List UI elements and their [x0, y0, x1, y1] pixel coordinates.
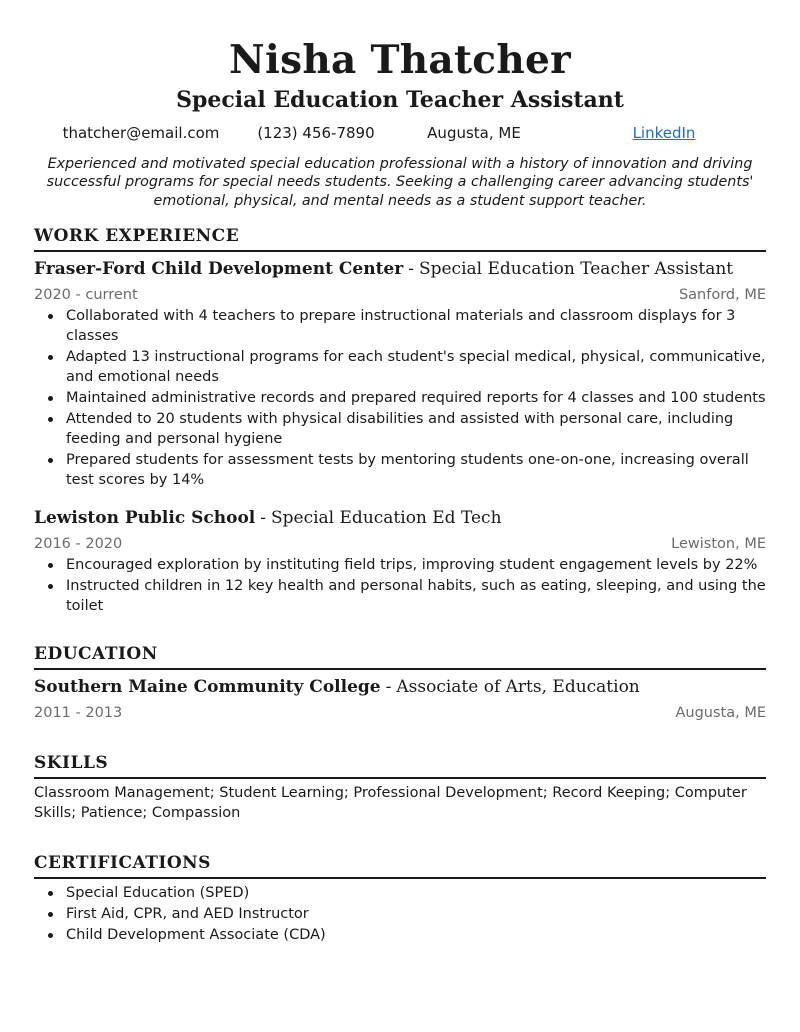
job-meta: [34, 285, 766, 305]
list-item: Attended to 20 students with physical disabilities and assisted with personal care, including feeding and personal hygiene: [34, 409, 766, 449]
job-location: Sanford, ME: [678, 286, 766, 303]
education-header: [34, 675, 766, 699]
job-header: [34, 506, 766, 530]
list-item: Child Development Associate (CDA): [34, 925, 766, 945]
certifications-heading: CERTIFICATIONS: [34, 853, 766, 879]
list-item: Encouraged exploration by instituting field trips, improving student engagement levels by 22%: [34, 555, 766, 575]
job-entry: [34, 506, 766, 616]
role-title: Special Education Teacher Assistant: [418, 258, 734, 279]
candidate-name: Nisha Thatcher: [229, 37, 571, 83]
list-item: Adapted 13 instructional programs for each student's special medical, physical, communicative, and emotional needs: [34, 347, 766, 387]
linkedin-link[interactable]: LinkedIn: [632, 124, 696, 142]
education-location: Augusta, ME: [675, 704, 766, 721]
work-experience-section: [34, 226, 766, 616]
school-name: Southern Maine Community College: [34, 676, 381, 697]
employer-name: Lewiston Public School: [34, 507, 256, 528]
job-bullets: [34, 306, 766, 490]
job-bullets: [34, 555, 766, 616]
skills-section: [34, 753, 766, 823]
job-meta: [34, 534, 766, 554]
list-item: Maintained administrative records and prepared required reports for 4 classes and 100 students: [34, 388, 766, 408]
education-meta: [34, 703, 766, 723]
phone-text: (123) 456-7890: [257, 124, 375, 142]
job-entry: [34, 257, 766, 490]
list-item: Special Education (SPED): [34, 883, 766, 903]
skills-text: Classroom Management; Student Learning; Professional Development; Record Keeping; Computer Skills; Patience; Compassion: [34, 784, 747, 821]
list-item: First Aid, CPR, and AED Instructor: [34, 904, 766, 924]
role-title: Special Education Ed Tech: [271, 507, 502, 528]
skills-heading: SKILLS: [34, 753, 766, 779]
location-text: Augusta, ME: [427, 124, 521, 142]
separator: -: [385, 676, 392, 697]
certifications-list: [34, 883, 766, 945]
employer-name: Fraser-Ford Child Development Center: [34, 258, 404, 279]
job-title: Special Education Teacher Assistant: [176, 87, 624, 113]
education-heading: EDUCATION: [34, 644, 766, 670]
separator: -: [408, 258, 414, 279]
list-item: Collaborated with 4 teachers to prepare instructional materials and classroom displays for 3 classes: [34, 306, 766, 346]
summary-text: Experienced and motivated special education professional with a history of innovation and driving successful programs for special needs students. Seeking a challenging career advancing students' emotional, physical, and mental needs as a student support teacher.: [46, 156, 754, 209]
job-location: Lewiston, ME: [671, 535, 766, 552]
education-section: [34, 644, 766, 723]
contact-row: [34, 123, 766, 143]
work-experience-heading: WORK EXPERIENCE: [34, 226, 766, 252]
education-dates: 2011 - 2013: [34, 704, 123, 721]
certifications-section: [34, 853, 766, 945]
list-item: Instructed children in 12 key health and personal habits, such as eating, sleeping, and using the toilet: [34, 576, 766, 616]
job-dates: 2020 - current: [34, 286, 138, 303]
job-dates: 2016 - 2020: [34, 535, 123, 552]
job-header: [34, 257, 766, 281]
separator: -: [260, 507, 266, 528]
degree-title: Associate of Arts, Education: [396, 676, 640, 697]
email-text: thatcher@email.com: [62, 124, 220, 142]
list-item: Prepared students for assessment tests by mentoring students one-on-one, increasing overall test scores by 14%: [34, 450, 766, 490]
